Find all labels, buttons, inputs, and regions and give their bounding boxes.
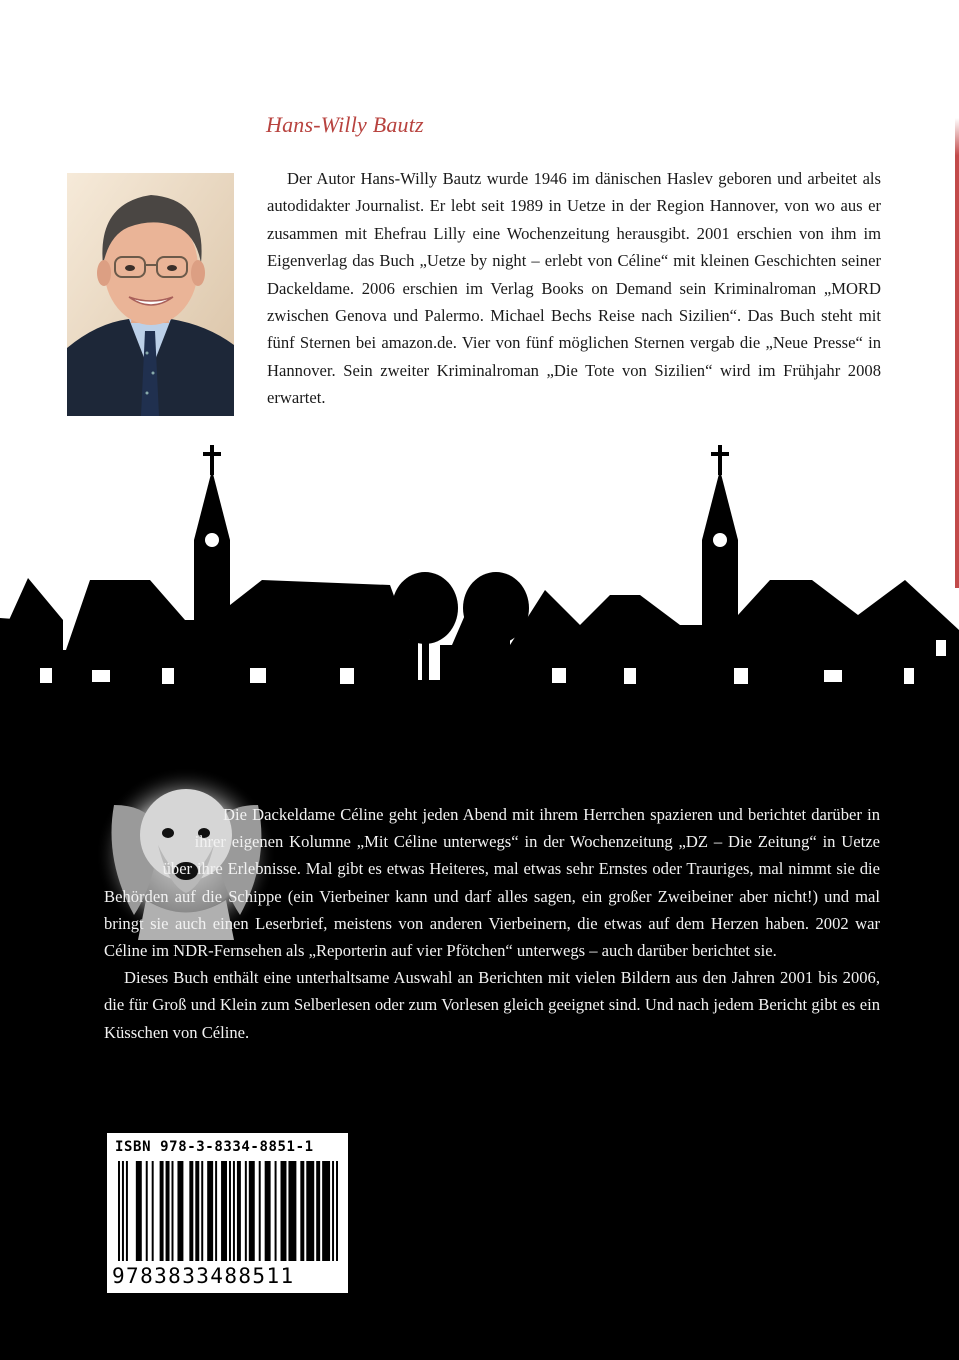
barcode-bar — [215, 1161, 217, 1261]
barcode-bar — [229, 1161, 231, 1261]
barcode-bar — [122, 1161, 124, 1261]
barcode-bar — [322, 1161, 330, 1261]
barcode-bar — [146, 1161, 148, 1261]
barcode-bar — [195, 1161, 199, 1261]
barcode-bar — [136, 1161, 142, 1261]
barcode-bar — [316, 1161, 320, 1261]
barcode-bar — [332, 1161, 334, 1261]
isbn-barcode — [107, 1133, 348, 1293]
barcode-bar — [160, 1161, 164, 1261]
barcode-bar — [259, 1161, 261, 1261]
barcode-bar — [300, 1161, 304, 1261]
barcode-bar — [189, 1161, 193, 1261]
barcode-bar — [281, 1161, 287, 1261]
description-paragraph-2: Dieses Buch enthält eine unterhaltsame Auswahl an Berichten mit vielen Bildern aus den Jahren 2001 bis 2006, die für Groß und Klein zum Selberlesen oder zum Vorlesen gleich geeignet sind. Und nach jedem Bericht gibt es ein Küsschen von Céline. — [104, 968, 880, 1042]
description-paragraph-1: Die Dackeldame Céline geht jeden Abend mit ihrem Herrchen spazieren und berichtet darüber in ihrer eigenen Kolumne „Mit Céline unterwegs“ in der Wochenzeitung „DZ – Die Zeitung“ in Uetze über ihre Erlebnisse. Mal gibt es etwas Heiteres, mal etwas sehr Ernstes oder Trauriges, mal nimmt sie die Behörden auf die Schippe (ein Vierbeiner kann und darf alles sagen, ein großer Zweibeiner aber nicht!) und mal bringt sie auch einen Leserbrief, meistens von anderen Vierbeinern, die etwas auf dem Herzen haben. 2002 war Céline im NDR-Fernsehen als „Reporterin auf vier Pfötchen“ unterwegs – auch darüber berichtet sie. — [104, 805, 880, 961]
barcode-bar — [118, 1161, 120, 1261]
isbn-digits: 9783833488511 — [112, 1264, 295, 1288]
book-description — [104, 801, 880, 1046]
barcode-bar — [245, 1161, 247, 1261]
barcode-bar — [172, 1161, 174, 1261]
barcode-bar — [221, 1161, 227, 1261]
barcode-bar — [275, 1161, 277, 1261]
author-bio: Der Autor Hans-Willy Bautz wurde 1946 im dänischen Haslev geboren und arbeitet als autodidakter Journalist. Er lebt seit 1989 in Uetze in der Region Hannover, von wo aus er zusammen mit Ehefrau Lilly eine Wochenzeitung herausgibt. 2001 erschien von ihm im Eigenverlag das Buch „Uetze by night – erlebt von Céline“ mit kleinen Geschichten seiner Dackeldame. 2006 erschien im Verlag Books on Demand sein Kriminalroman „MORD zwischen Genova und Palermo. Michael Bechs Reise nach Sizilien“. Das Buch steht mit fünf Sternen bei amazon.de. Vier von fünf möglichen Sternen vergab die „Neue Presse“ in Hannover. Sein zweiter Kriminalroman „Die Tote von Sizilien“ wird im Frühjahr 2008 erwartet. — [267, 169, 881, 408]
barcode-bar — [233, 1161, 235, 1261]
barcode-bar — [306, 1161, 314, 1261]
barcode-bar — [126, 1161, 128, 1261]
barcode-bar — [265, 1161, 271, 1261]
isbn-label: ISBN 978-3-8334-8851-1 — [115, 1139, 314, 1155]
barcode-bar — [288, 1161, 296, 1261]
barcode-bar — [249, 1161, 255, 1261]
barcode-bar — [152, 1161, 154, 1261]
barcode-bar — [207, 1161, 213, 1261]
barcode-bar — [336, 1161, 338, 1261]
barcode-bar — [201, 1161, 203, 1261]
barcode-bars — [118, 1161, 338, 1261]
barcode-bar — [237, 1161, 241, 1261]
author-name: Hans-Willy Bautz — [266, 112, 424, 137]
author-photo — [67, 173, 234, 416]
barcode-bar — [177, 1161, 183, 1261]
barcode-bar — [166, 1161, 170, 1261]
